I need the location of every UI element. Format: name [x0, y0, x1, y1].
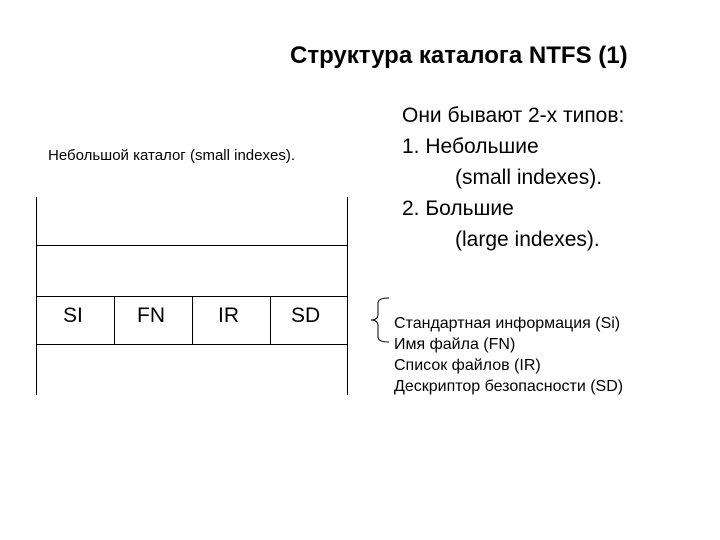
type-large: 2. Большие — [402, 197, 514, 220]
legend-item-ir: Список файлов (IR) — [394, 357, 541, 374]
slide-title: Структура каталога NTFS (1) — [290, 42, 628, 69]
cell-si: SI — [63, 304, 83, 327]
legend-item-sd: Дескриптор безопасности (SD) — [394, 378, 624, 395]
type-small-detail: (small indexes). — [455, 166, 603, 189]
attribute-legend — [394, 313, 623, 397]
legend-item-si: Стандартная информация (Si) — [394, 315, 621, 332]
small-directory-caption: Небольшой каталог (small indexes). — [48, 147, 295, 164]
cell-sd: SD — [291, 304, 321, 327]
type-large-detail: (large indexes). — [455, 228, 600, 251]
type-small: 1. Небольшие — [402, 135, 539, 158]
cell-fn: FN — [137, 304, 165, 327]
legend-item-fn: Имя файла (FN) — [394, 336, 516, 353]
types-heading: Они бывают 2-х типов: — [402, 104, 625, 127]
cell-ir: IR — [218, 304, 239, 327]
legend-brace — [371, 298, 389, 342]
